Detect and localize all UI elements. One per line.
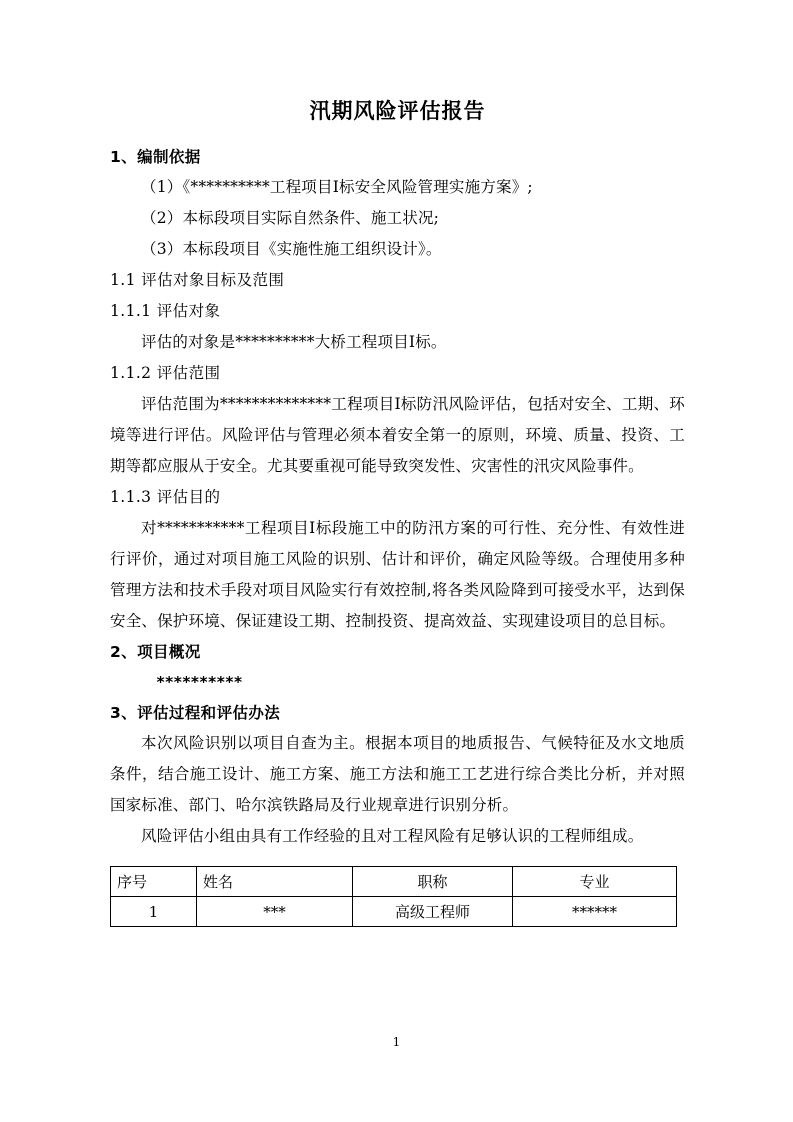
table-header-title: 职称 (353, 867, 513, 897)
table-header-specialty: 专业 (513, 867, 677, 897)
paragraph-assessment-scope: 评估范围为**************工程项目Ⅰ标防汛风险评估，包括对安全、工期、环境等进行评估。风险评估与管理必须本着安全第一的原则，环境、质量、投资、工期等都应服从于安全。尤其要重视可能导致突发性、灾害性的汛灾风险事件。 (110, 395, 685, 475)
cell-title: 高级工程师 (353, 897, 513, 927)
table-header-row (111, 867, 677, 897)
heading-section-1-1-3: 1.1.3 评估目的 (110, 488, 221, 506)
table-header-name: 姓名 (197, 867, 353, 897)
table-row (111, 897, 677, 927)
cell-name: *** (197, 897, 353, 927)
basis-item-3: （3）本标段项目《实施性施工组织设计》。 (141, 240, 442, 258)
cell-seq: 1 (111, 897, 197, 927)
paragraph-project-overview: ********** (156, 673, 243, 691)
table-header-seq: 序号 (111, 867, 197, 897)
cell-specialty: ****** (513, 897, 677, 927)
paragraph-assessment-team: 风险评估小组由具有工作经验的且对工程风险有足够认识的工程师组成。 (141, 827, 644, 845)
staff-table (110, 866, 677, 927)
paragraph-assessment-purpose: 对***********工程项目Ⅰ标段施工中的防汛方案的可行性、充分性、有效性进行评价，通过对项目施工风险的识别、估计和评价，确定风险等级。合理使用多种管理方法和技术手段对项目风险实行有效控制,将各类风险降到可接受水平，达到保安全、保护环境、保证建设工期、控制投资、提高效益、实现建设项目的总目标。 (110, 519, 685, 630)
basis-item-2: （2）本标段项目实际自然条件、施工状况; (141, 209, 440, 227)
page-title: 汛期风险评估报告 (309, 99, 486, 123)
document-body (110, 96, 685, 927)
heading-section-3: 3、评估过程和评估办法 (110, 704, 281, 722)
heading-section-1-1-1: 1.1.1 评估对象 (110, 302, 221, 320)
heading-section-1-1-2: 1.1.2 评估范围 (110, 364, 221, 382)
heading-section-2: 2、项目概况 (110, 643, 201, 661)
basis-item-1: （1）《**********工程项目Ⅰ标安全风险管理实施方案》; (141, 178, 533, 196)
heading-section-1-1: 1.1 评估对象目标及范围 (110, 271, 285, 289)
heading-section-1: 1、编制依据 (110, 148, 201, 166)
paragraph-assessment-object: 评估的对象是**********大桥工程项目Ⅰ标。 (141, 333, 447, 351)
page-number: 1 (392, 1035, 401, 1049)
paragraph-assessment-process: 本次风险识别以项目自查为主。根据本项目的地质报告、气候特征及水文地质条件，结合施工设计、施工方案、施工方法和施工工艺进行综合类比分析，并对照国家标准、部门、哈尔滨铁路局及行业规章进行识别分析。 (110, 734, 685, 814)
